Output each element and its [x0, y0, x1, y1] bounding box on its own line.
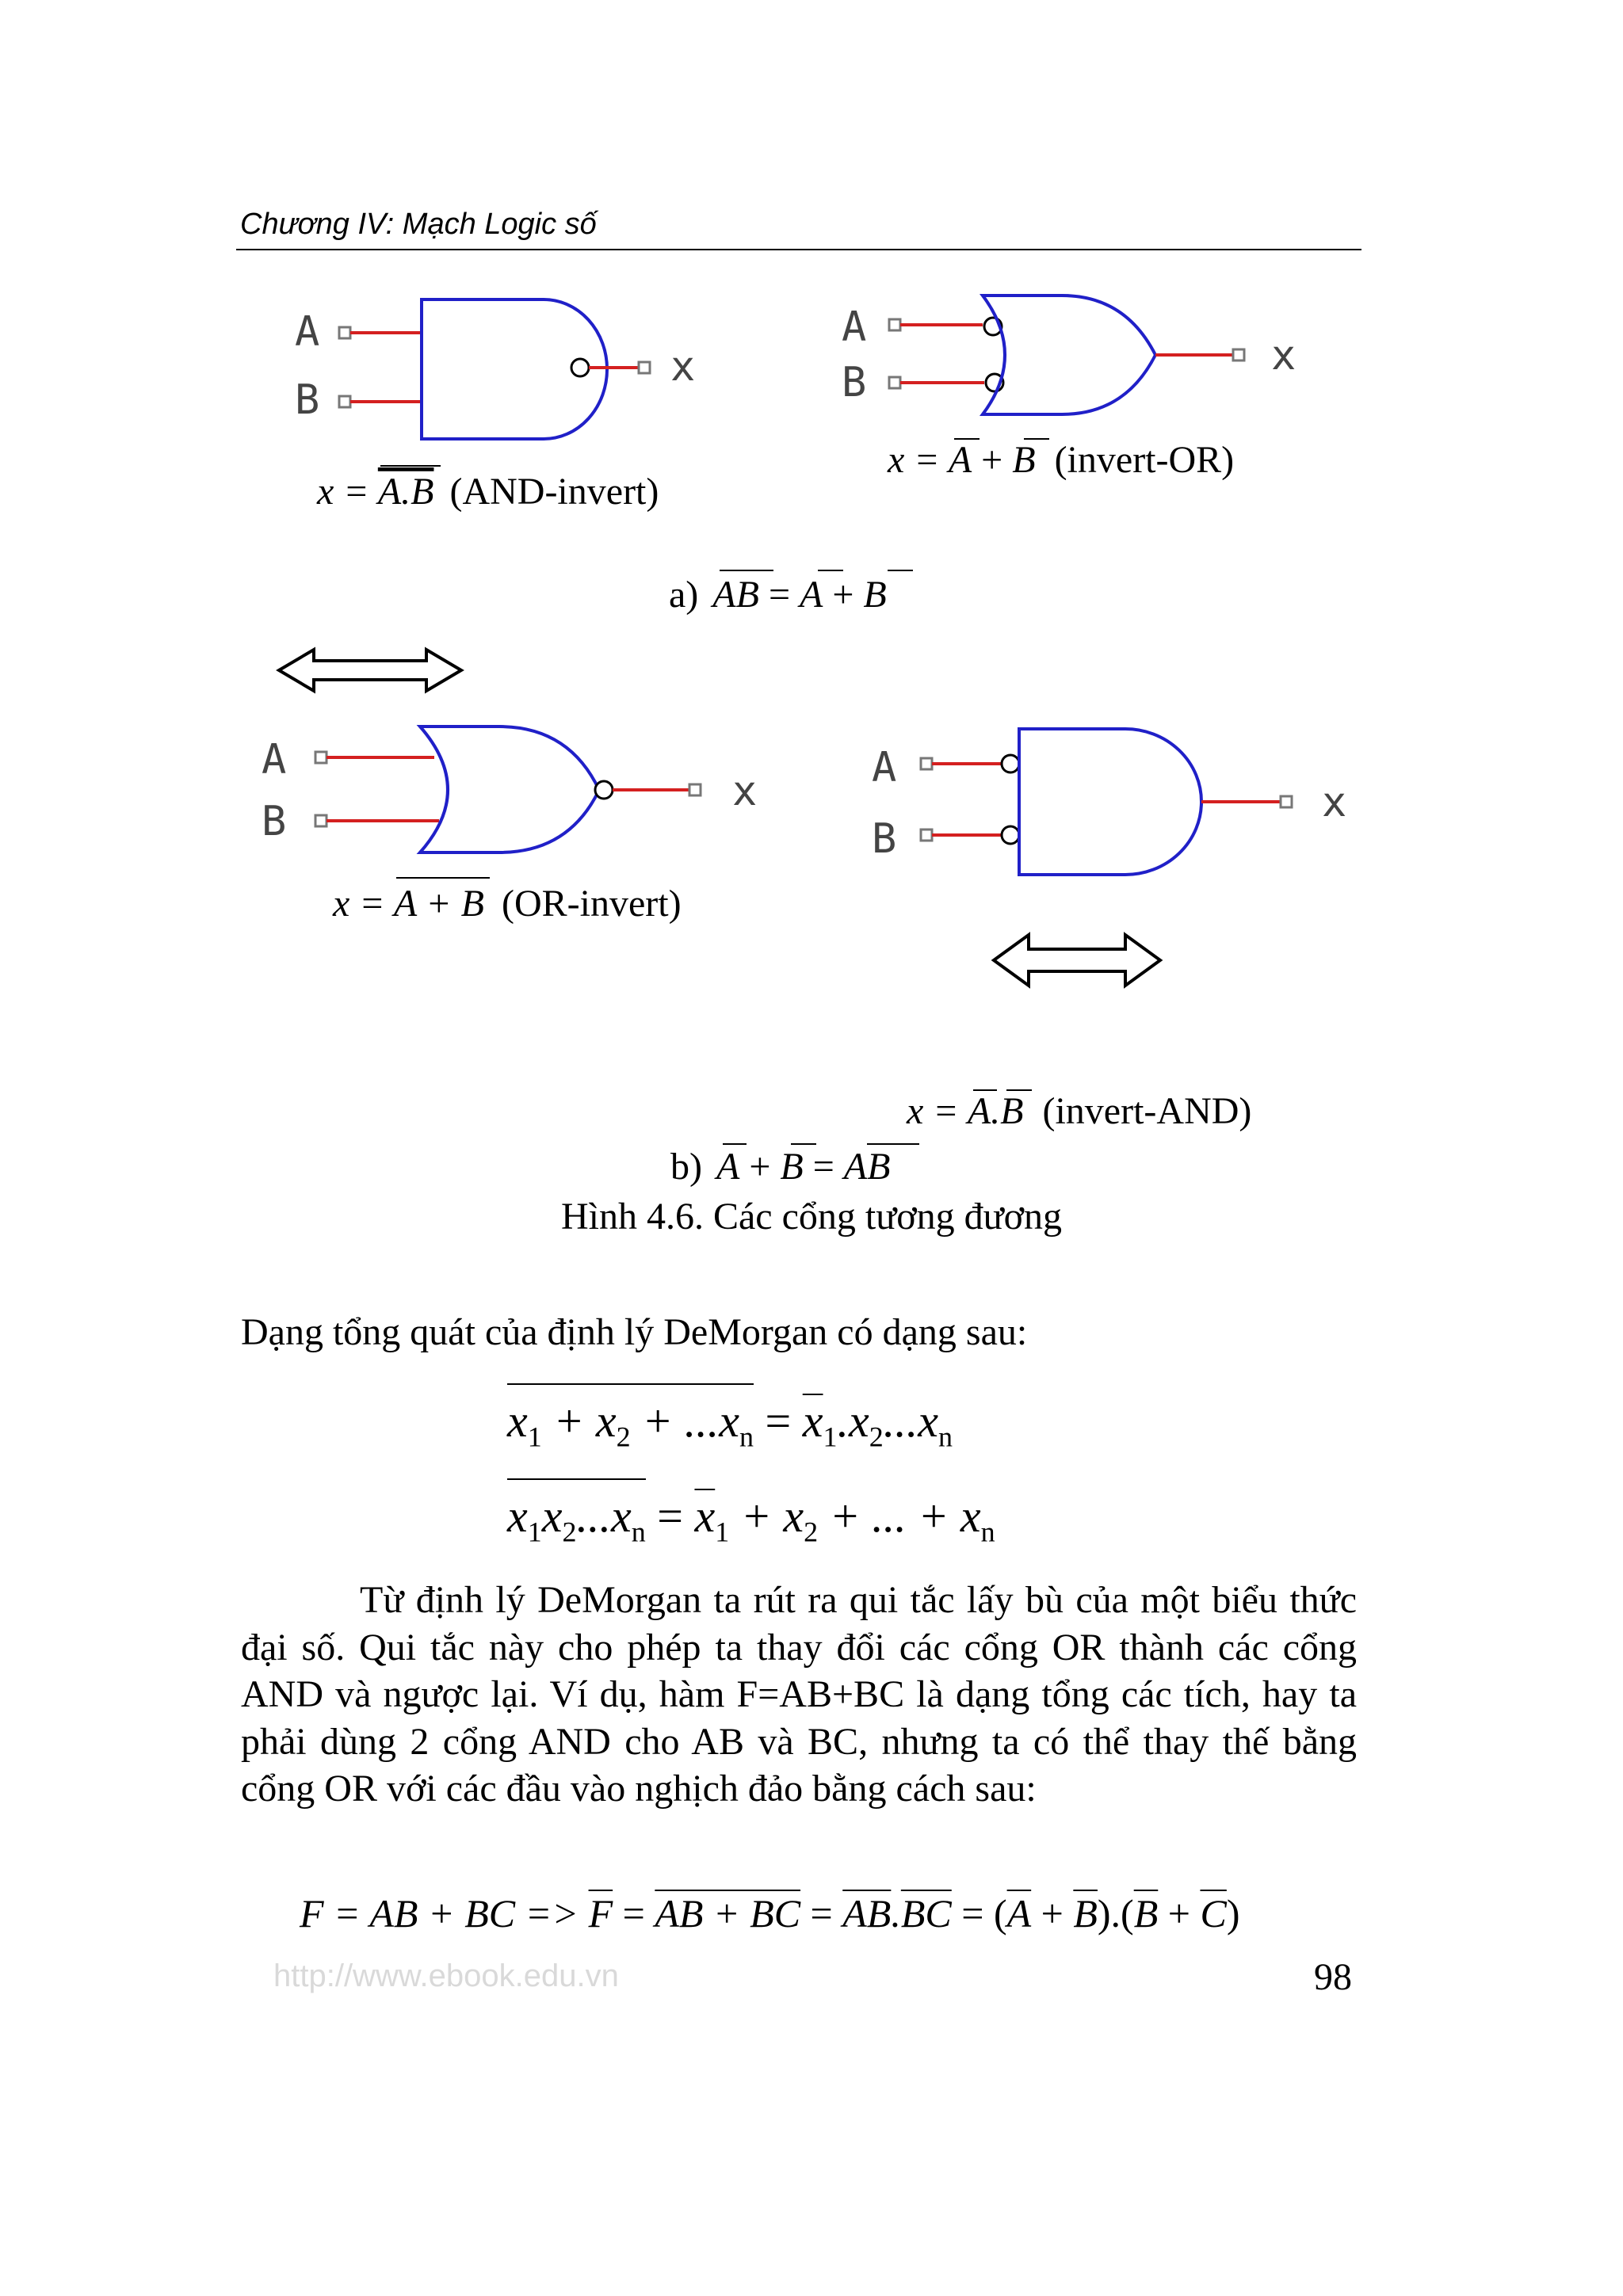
demorgan-1-rhs-sub2: 2 [869, 1421, 884, 1453]
demorgan-2-lhs [507, 1489, 646, 1549]
demorgan-1-lhs-x1: x [507, 1395, 528, 1447]
final-dot: . [891, 1891, 901, 1936]
gate4-input-bubble-b [1002, 826, 1019, 844]
gate4-pin-b: B [872, 815, 897, 863]
demorgan-formula-2 [507, 1489, 995, 1549]
gate2-pin-a-terminal [889, 319, 900, 330]
demorgan-2-lhs-overbar [507, 1478, 646, 1480]
complement-formula [300, 1890, 1239, 1936]
caption-invert-and-dot: . [991, 1090, 1001, 1132]
caption-invert-and-a: A [967, 1090, 991, 1132]
caption-and-invert-name: (AND-invert) [449, 471, 659, 513]
chapter-header: Chương IV: Mạch Logic số [240, 208, 597, 241]
gate2-pin-b-terminal [889, 377, 900, 388]
demorgan-2-rhs-sub1: 1 [715, 1516, 730, 1548]
gate2-or-body [983, 296, 1155, 414]
caption-and-invert [316, 471, 659, 513]
gate3-output-x: x [732, 768, 758, 815]
part-b-a: A [716, 1146, 740, 1188]
demorgan-2-eq: = [645, 1490, 695, 1542]
part-a-a: A [800, 574, 823, 616]
demorgan-1-lhs-sub1: 1 [527, 1421, 542, 1453]
demorgan-1-rhs-subn: n [938, 1421, 953, 1453]
demorgan-formula-1 [507, 1394, 953, 1454]
part-a-b: B [863, 574, 887, 616]
part-b-rhs: AB [843, 1146, 891, 1188]
watermark-url: http://www.ebook.edu.vn [273, 1958, 619, 1993]
part-b-equation [0, 1133, 1623, 1188]
demorgan-1-eq: = [754, 1395, 803, 1447]
final-eq-3: = ( [951, 1891, 1007, 1936]
gate3-out-terminal [689, 784, 701, 795]
demorgan-2-lhs-x1: x [507, 1490, 528, 1542]
final-b2-bar: $\overline{B}$ [1133, 1891, 1159, 1936]
caption-invert-or [887, 439, 1234, 481]
demorgan-1-rhs-sub1: 1 [823, 1421, 838, 1453]
demorgan-1-lhs-sub2: 2 [616, 1421, 631, 1453]
gate3-pin-a-terminal [315, 752, 327, 763]
caption-invert-and [906, 1090, 1251, 1132]
part-b-label: b) [670, 1146, 712, 1188]
caption-or-invert [332, 883, 682, 925]
gate3-pin-a: A [262, 736, 287, 784]
gate2-output-x: x [1271, 332, 1296, 379]
final-eq-2: = [800, 1891, 843, 1936]
demorgan-1-lhs-x2: + x [541, 1395, 617, 1447]
final-sum-bar: AB + BC [655, 1891, 801, 1936]
part-a-lhs: AB [712, 574, 759, 616]
part-a-label: a) [669, 574, 708, 616]
gate3-output-bubble [595, 781, 613, 799]
final-plus-1: + [1031, 1891, 1074, 1936]
part-b-b: B [780, 1146, 804, 1188]
final-eq-1: = [613, 1891, 655, 1936]
final-paren-close: ) [1226, 1891, 1240, 1936]
final-ab-bar: $\overline{AB}$ [842, 1891, 892, 1936]
final-paren-mid: ).( [1097, 1891, 1134, 1936]
final-c-bar: $\overline{C}$ [1200, 1891, 1227, 1936]
demorgan-2-lhs-x2: x [541, 1490, 563, 1542]
caption-and-invert-expr: A.B [377, 471, 434, 513]
gate1-out-terminal [639, 362, 650, 373]
caption-invert-or-a: A [948, 439, 972, 481]
caption-or-invert-name: (OR-invert) [502, 883, 682, 925]
gate1-pin-b-terminal [339, 396, 350, 407]
svg-text:b) A + B = AB [670, 1146, 890, 1188]
demorgan-2-rhs-xn: + ... + x [818, 1490, 981, 1542]
gate4-pin-a-terminal [921, 758, 932, 769]
equivalence-arrow-1 [279, 650, 461, 691]
gate4-pin-a: A [872, 744, 897, 791]
figure-title: Hình 4.6. Các cổng tương đương [560, 1196, 1063, 1238]
final-bc-bar: $\overline{BC}$ [900, 1891, 952, 1936]
gate4-output-x: x [1322, 779, 1347, 826]
part-a-equation [669, 574, 887, 616]
final-plus-2: + [1158, 1891, 1201, 1936]
caption-invert-or-b: B [1012, 439, 1036, 481]
demorgan-2-rhs-x1: $\overline{x}$ [694, 1490, 716, 1542]
gate1-pin-a-terminal [339, 327, 350, 338]
gate3-or-body [420, 727, 599, 852]
nand-gate [295, 299, 695, 439]
part-b-eq: = [803, 1146, 844, 1188]
gate1-pin-b: B [295, 376, 320, 424]
caption-invert-and-b: B [1000, 1090, 1024, 1132]
gate2-pin-a: A [842, 303, 867, 351]
caption-invert-or-name: (invert-OR) [1054, 439, 1235, 481]
demorgan-1-lhs-subn: n [739, 1421, 754, 1453]
demorgan-2-lhs-sub1: 1 [527, 1516, 542, 1548]
demorgan-2-rhs-subn: n [980, 1516, 995, 1548]
gate1-output-x: x [670, 343, 696, 391]
demorgan-1-lhs-xn: + ...x [630, 1395, 740, 1447]
gate1-pin-a: A [295, 308, 320, 356]
final-a-bar: $\overline{A}$ [1006, 1891, 1032, 1936]
gate4-input-bubble-a [1002, 755, 1019, 772]
nor-gate [262, 727, 757, 852]
demorgan-2-rhs-sub2: 2 [804, 1516, 819, 1548]
equivalent-gates-figure [0, 261, 1623, 1132]
demorgan-paragraph [241, 1577, 1357, 1813]
demorgan-2-lhs-subn: n [631, 1516, 646, 1548]
page-number: 98 [1314, 1956, 1352, 1998]
part-a-eq: = [758, 574, 800, 616]
caption-invert-and-lhs: x = [907, 1090, 968, 1132]
part-b-op: + [739, 1146, 781, 1188]
gate4-and-body [1019, 729, 1201, 875]
gate2-pin-b: B [842, 359, 867, 406]
demorgan-intro: Dạng tổng quát của định lý DeMorgan có dạng sau: [241, 1311, 1028, 1353]
gate3-pin-b-terminal [315, 815, 327, 826]
demorgan-1-rhs-x2: .x [837, 1395, 869, 1447]
part-a-op: + [823, 574, 864, 616]
final-b1-bar: $\overline{B}$ [1073, 1891, 1098, 1936]
paragraph-text: Từ định lý DeMorgan ta rút ra qui tắc lấy bù của một biểu thức đại số. Qui tắc này cho phép ta thay đổi các cổng OR thành các cổng AND và ngược lại. Ví dụ, hàm F=AB+BC là dạng tổng các tích, hay ta phải dùng 2 cổng AND cho AB và BC, nhưng ta có thể thay thế bằng cổng OR với các đầu vào nghịch đảo bằng cách sau: [241, 1579, 1357, 1810]
final-f-bar: $\overline{F}$ [588, 1891, 613, 1936]
final-f-def: F = AB + BC => [300, 1891, 589, 1936]
equivalence-arrow-2 [994, 935, 1160, 986]
caption-invert-or-lhs: x = [888, 439, 949, 481]
demorgan-1-lhs-overbar [507, 1383, 754, 1385]
header-rule [236, 249, 1361, 250]
caption-or-invert-expr: A + B [393, 883, 484, 925]
gate4-pin-b-terminal [921, 830, 932, 841]
demorgan-1-lhs [507, 1394, 754, 1454]
gate2-out-terminal [1233, 349, 1244, 360]
gate4-out-terminal [1281, 796, 1292, 807]
demorgan-2-rhs-x2: + x [729, 1490, 804, 1542]
demorgan-2-lhs-sub2: 2 [562, 1516, 577, 1548]
demorgan-1-rhs-x1: $\overline{x}$ [802, 1395, 823, 1447]
caption-invert-and-name: (invert-AND) [1042, 1090, 1252, 1132]
caption-and-invert-lhs: x = [317, 471, 378, 513]
demorgan-1-rhs-xn: ...x [883, 1395, 938, 1447]
caption-invert-or-op: + [972, 439, 1013, 481]
gate1-output-bubble [571, 359, 589, 376]
invert-or-gate [842, 296, 1296, 414]
invert-and-gate [872, 729, 1346, 875]
gate3-pin-b: B [262, 798, 287, 845]
demorgan-2-lhs-xn: ...x [576, 1490, 632, 1542]
caption-or-invert-lhs: x = [333, 883, 394, 925]
